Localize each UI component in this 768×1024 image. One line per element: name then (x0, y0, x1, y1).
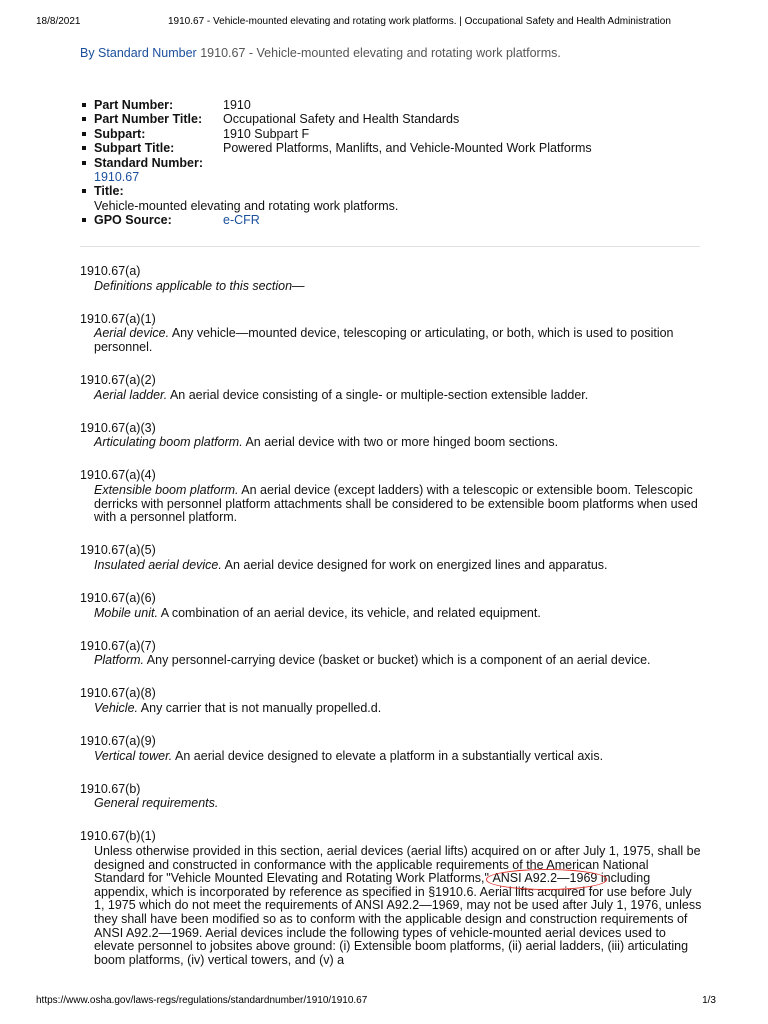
section-id: 1910.67(a)(3) (80, 420, 156, 435)
gpo-source-link[interactable]: e-CFR (223, 213, 260, 228)
section-id: 1910.67(b) (80, 781, 141, 796)
section-term: Extensible boom platform. (94, 482, 239, 497)
meta-label: Title: (94, 184, 124, 199)
meta-value: Vehicle-mounted elevating and rotating work platforms. (94, 198, 399, 213)
breadcrumb-current: 1910.67 - Vehicle-mounted elevating and rotating work platforms. (200, 46, 561, 60)
meta-value: 1910 (223, 98, 251, 112)
section-body: Unless otherwise provided in this section, aerial devices (aerial lifts) acquired on or after July 1, 1975, shall be designed and constructed in conformance with the applicable requirements of the American National Standard for "Vehicle Mounted Elevating and Rotating Work Platforms," (94, 843, 701, 886)
meta-subpart-title (80, 141, 700, 155)
section-body: An aerial device designed for work on energized lines and apparatus. (221, 557, 608, 572)
section-text (80, 654, 702, 668)
red-circle-annotation (486, 869, 607, 890)
meta-title (80, 184, 700, 213)
section-id: 1910.67(a)(2) (80, 372, 156, 387)
section-a (80, 265, 702, 293)
section-term: Aerial ladder. (94, 387, 168, 402)
section-text (80, 559, 702, 573)
section-term: Definitions applicable to this section— (94, 278, 305, 293)
section-text (80, 484, 702, 525)
section-body: A combination of an aerial device, its vehicle, and related equipment. (157, 605, 541, 620)
section-text (80, 750, 702, 764)
meta-label: Subpart: (94, 126, 146, 141)
meta-label: Part Number: (94, 98, 174, 112)
breadcrumb-link-by-standard-number[interactable]: By Standard Number (80, 46, 197, 60)
section-text (80, 607, 702, 621)
section-id: 1910.67(a)(1) (80, 311, 156, 326)
standard-metadata-list (80, 98, 700, 228)
section-a6 (80, 592, 702, 620)
divider (80, 246, 700, 247)
section-text (80, 327, 702, 354)
section-id: 1910.67(a)(8) (80, 686, 156, 701)
breadcrumb (80, 46, 561, 60)
section-id: 1910.67(a)(7) (80, 638, 156, 653)
section-a7 (80, 640, 702, 668)
section-term: Articulating boom platform. (94, 435, 243, 450)
section-id: 1910.67(a) (80, 264, 141, 278)
meta-standard-number (80, 156, 700, 185)
meta-subpart (80, 127, 700, 141)
annotated-ansi-reference (492, 872, 597, 886)
section-id: 1910.67(a)(4) (80, 468, 156, 483)
section-body: Any vehicle—mounted device, telescoping or articulating, or both, which is used to position personnel. (94, 326, 674, 354)
print-page-title: 1910.67 - Vehicle-mounted elevating and rotating work platforms. | Occupational Safety and Health Administration (168, 16, 671, 27)
section-id: 1910.67(b)(1) (80, 829, 156, 844)
section-term: Aerial device. (94, 326, 170, 341)
meta-value: Powered Platforms, Manlifts, and Vehicle-Mounted Work Platforms (223, 141, 592, 156)
section-text (80, 436, 702, 450)
section-a5 (80, 544, 702, 572)
section-a3 (80, 422, 702, 450)
print-url: https://www.osha.gov/laws-regs/regulations/standardnumber/1910/1910.67 (36, 995, 368, 1006)
meta-part-number (80, 98, 700, 112)
section-a9 (80, 735, 702, 763)
section-a2 (80, 374, 702, 402)
section-id: 1910.67(a)(9) (80, 733, 156, 748)
section-id: 1910.67(a)(5) (80, 543, 156, 558)
section-text (80, 280, 702, 294)
meta-gpo-source (80, 213, 700, 227)
section-term: General requirements. (94, 796, 219, 811)
section-text (80, 702, 702, 716)
meta-label: Standard Number: (94, 155, 204, 170)
standard-number-link[interactable]: 1910.67 (94, 170, 140, 185)
print-date: 18/8/2021 (36, 16, 81, 27)
section-term: Vertical tower. (94, 748, 173, 763)
section-b1 (80, 830, 702, 967)
meta-label: GPO Source: (94, 213, 172, 228)
section-body: An aerial device designed to elevate a platform in a substantially vertical axis. (172, 748, 604, 763)
section-b (80, 783, 702, 811)
page-number: 1/3 (702, 995, 716, 1006)
meta-label: Subpart Title: (94, 141, 175, 156)
section-body-continued: including appendix, which is incorporated by reference as specified in §1910.6. Aerial lifts acquired for use before July 1, 1975 which do not meet the requirements of ANSI A92.2—1969, may not be used after July 1, 1976, unless they shall have been modified so as to conform with the applicable design and construction requirements of ANSI A92.2—1969. Aerial devices include the following types of vehicle-mounted aerial devices used to elevate personnel to jobsites above ground: (i) Extensible boom platforms, (ii) aerial ladders, (iii) articulating boom platforms, (iv) vertical towers, and (v) a (94, 871, 702, 967)
meta-value: 1910 Subpart F (223, 126, 310, 141)
section-body: Any carrier that is not manually propelled.d. (138, 700, 382, 715)
section-id: 1910.67(a)(6) (80, 590, 156, 605)
meta-value: Occupational Safety and Health Standards (223, 112, 460, 127)
section-term: Vehicle. (94, 700, 139, 715)
section-text (80, 389, 702, 403)
ansi-reference-text: ANSI A92.2—1969 (492, 871, 598, 886)
section-term: Mobile unit. (94, 605, 158, 620)
meta-label: Part Number Title: (94, 112, 203, 127)
regulation-text (80, 265, 702, 987)
section-text (80, 797, 702, 811)
section-term: Insulated aerial device. (94, 557, 222, 572)
section-a1 (80, 313, 702, 355)
section-a8 (80, 687, 702, 715)
section-body: An aerial device consisting of a single- or multiple-section extensible ladder. (167, 387, 589, 402)
section-body: Any personnel-carrying device (basket or bucket) which is a component of an aerial device. (144, 653, 651, 668)
section-term: Platform. (94, 653, 145, 668)
section-text (80, 845, 702, 967)
section-body: An aerial device with two or more hinged boom sections. (242, 435, 559, 450)
section-body: An aerial device (except ladders) with a telescopic or extensible boom. Telescopic derricks with personnel platform attachments shall be considered to be extensible boom platforms when used with a personnel platform. (94, 482, 698, 525)
meta-part-title (80, 112, 700, 126)
section-a4 (80, 469, 702, 524)
